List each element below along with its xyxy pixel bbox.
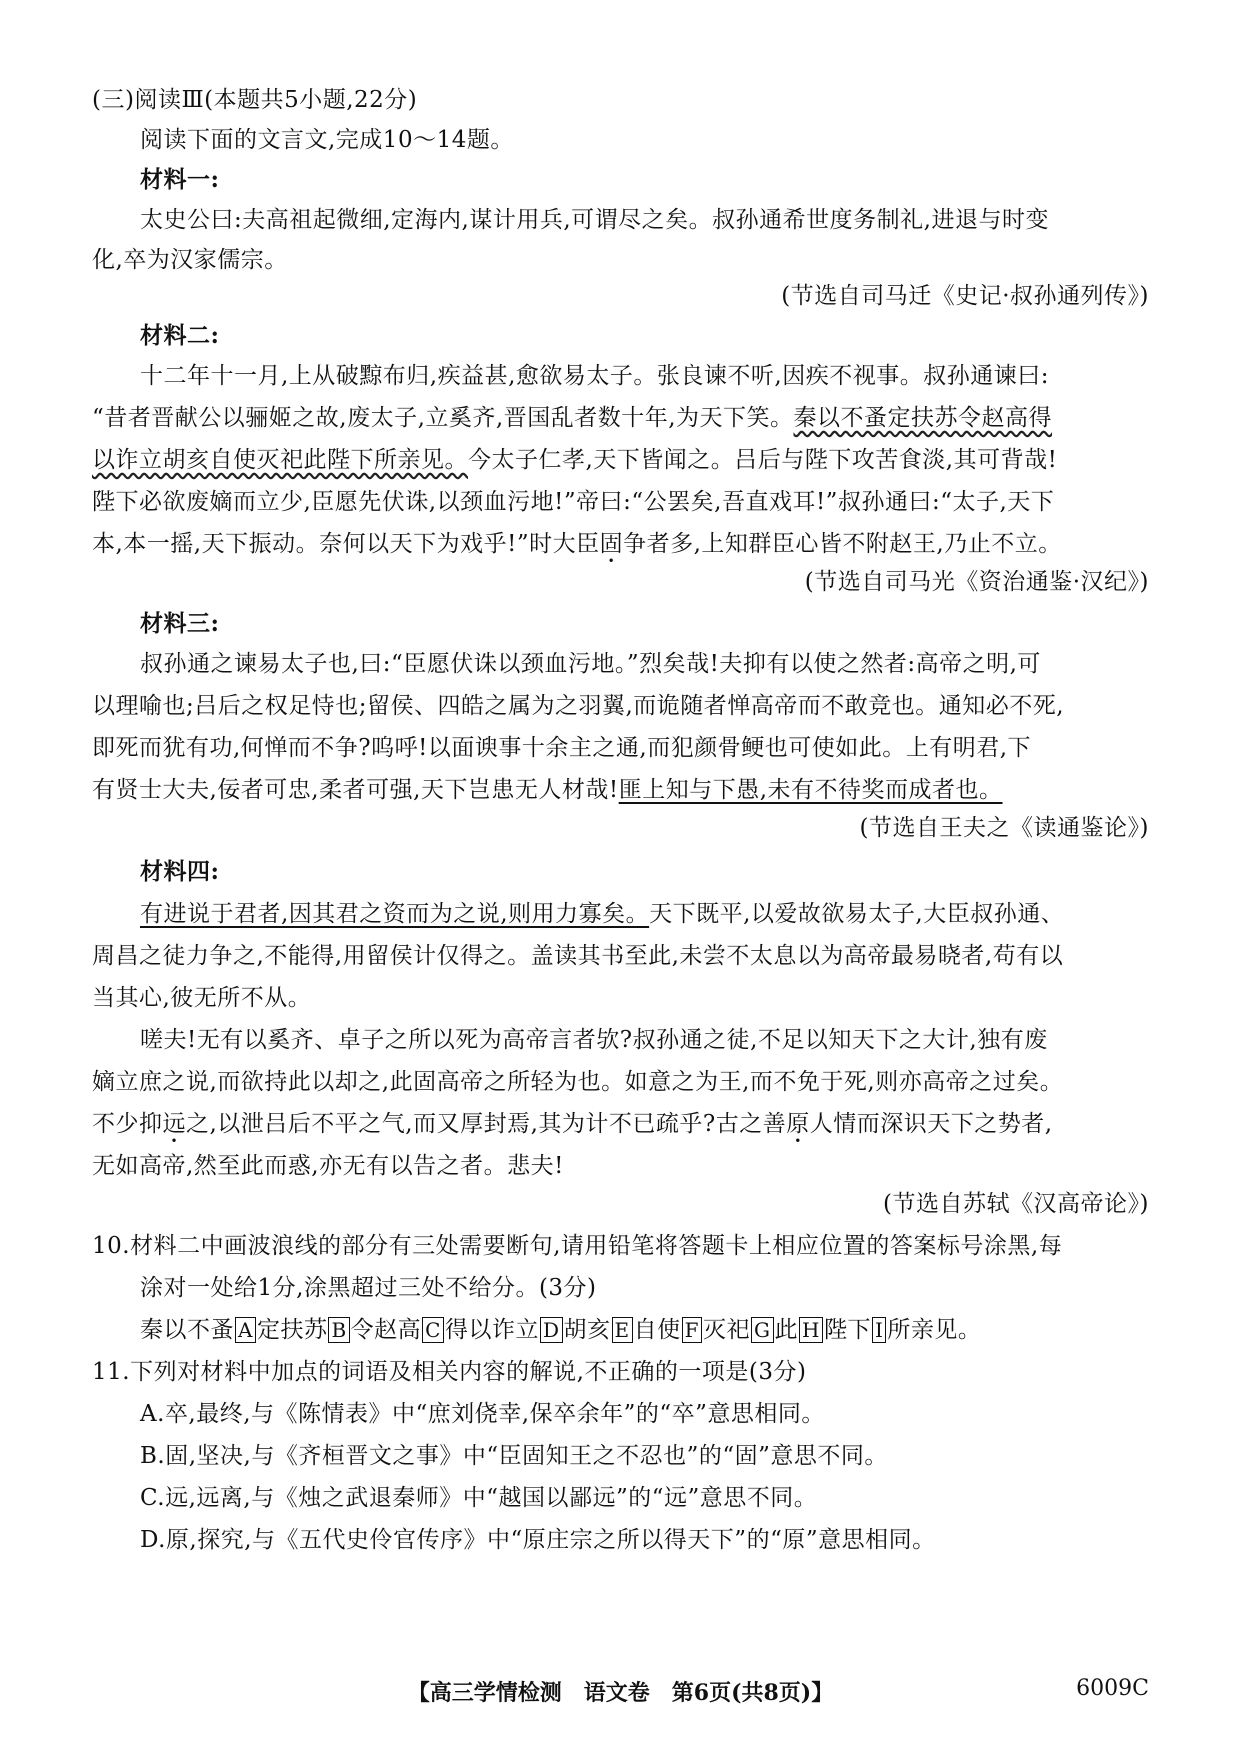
- material-4-text: 人情而深识天下之势者,: [809, 1111, 1053, 1137]
- material-3-line: 即死而犹有功,何惮而不争?呜呼!以面谀事十余主之通,而犯颜骨鲠也可使如此。上有明君,下: [92, 735, 1032, 761]
- option-c[interactable]: C.远,远离,与《烛之武退秦师》中“越国以鄙远”的“远”意思不同。: [140, 1485, 818, 1511]
- material-1-source: (节选自司马迁《史记·叔孙通列传》): [781, 283, 1149, 309]
- material-2-heading: 材料二:: [140, 322, 220, 349]
- dotted-word: 固: [599, 531, 624, 557]
- material-2-source: (节选自司马光《资治通鉴·汉纪》): [804, 569, 1149, 595]
- question-10-sentence: [140, 1314, 981, 1346]
- material-4-line: [92, 1108, 1053, 1140]
- material-3-line: [92, 774, 1003, 806]
- material-2-text: 争者多,上知群臣心皆不附赵王,乃止不立。: [623, 531, 1062, 557]
- material-4-line: 当其心,彼无所不从。: [92, 985, 312, 1011]
- answer-box-e[interactable]: E: [612, 1317, 633, 1343]
- question-10-stem: 10.材料二中画波浪线的部分有三处需要断句,请用铅笔将答题卡上相应位置的答案标号涂黑,每: [92, 1233, 1063, 1259]
- answer-box-g[interactable]: G: [751, 1317, 773, 1343]
- material-3-text: 有贤士大夫,佞者可忠,柔者可强,天下岂患无人材哉!: [92, 777, 619, 803]
- material-4-heading: 材料四:: [140, 858, 220, 885]
- material-4-line: 嫡立庶之说,而欲持此以却之,此固高帝之所轻为也。如意之为王,而不免于死,则亦高帝之过矣。: [92, 1069, 1064, 1095]
- material-2-line: [92, 444, 1057, 476]
- material-2-line: [92, 528, 1062, 560]
- question-10-stem: 涂对一处给1分,涂黑超过三处不给分。(3分): [140, 1275, 597, 1301]
- sentence-segment: 得以诈立: [444, 1317, 539, 1343]
- page-footer: 【高三学情检测 语文卷 第6页(共8页)】: [407, 1680, 834, 1706]
- sentence-segment: 灭祀: [703, 1317, 751, 1343]
- material-4-line: 周昌之徒力争之,不能得,用留侯计仅得之。盖读其书至此,未尝不太息以为高帝最易晓者,苟有以: [92, 943, 1064, 969]
- option-a[interactable]: A.卒,最终,与《陈情表》中“庶刘侥幸,保卒余年”的“卒”意思相同。: [140, 1401, 825, 1427]
- answer-box-c[interactable]: C: [422, 1317, 444, 1343]
- material-4-text: 不少抑: [92, 1111, 163, 1137]
- sentence-segment: 令赵高: [350, 1317, 422, 1343]
- material-4-line: 嗟夫!无有以奚齐、卓子之所以死为高帝言者欤?叔孙通之徒,不足以知天下之大计,独有废: [140, 1027, 1048, 1053]
- answer-box-i[interactable]: I: [872, 1317, 886, 1343]
- underlined-text: 匪上知与下愚,未有不待奖而成者也。: [618, 777, 1003, 803]
- underlined-text: 有进说于君者,因其君之资而为之说,则用力寡矣。: [140, 901, 650, 927]
- material-1-heading: 材料一:: [140, 166, 220, 193]
- dotted-word: 远: [162, 1111, 186, 1137]
- sentence-segment: 胡亥: [563, 1317, 611, 1343]
- material-4-line: 无如高帝,然至此而惑,亦无有以告之者。悲夫!: [92, 1153, 564, 1179]
- answer-box-d[interactable]: D: [540, 1317, 563, 1343]
- wavy-underlined-text: 以诈立胡亥自使灭祀此陛下所亲见。: [92, 447, 468, 473]
- material-2-line: [92, 402, 1052, 434]
- material-1-line: 化,卒为汉家儒宗。: [92, 247, 288, 273]
- option-b[interactable]: B.固,坚决,与《齐桓晋文之事》中“臣固知王之不忍也”的“固”意思不同。: [140, 1443, 888, 1469]
- exam-code: 6009C: [1076, 1676, 1149, 1701]
- material-4-line: [140, 898, 1064, 930]
- sentence-segment: 此: [774, 1317, 798, 1343]
- wavy-underlined-text: 秦以不蚤定扶苏令赵高得: [793, 405, 1053, 431]
- answer-box-f[interactable]: F: [682, 1317, 702, 1343]
- option-d[interactable]: D.原,探究,与《五代史伶官传序》中“原庄宗之所以得天下”的“原”意思相同。: [140, 1527, 936, 1553]
- material-2-line: 陛下必欲废嫡而立少,臣愿先伏诛,以颈血污地!”帝曰:“公罢矣,吾直戏耳!”叔孙通曰:“太子,天下: [92, 489, 1055, 515]
- material-2-text: “昔者晋献公以骊姬之故,废太子,立奚齐,晋国乱者数十年,为天下笑。: [92, 405, 794, 431]
- answer-box-a[interactable]: A: [235, 1317, 256, 1343]
- question-11-stem: 11.下列对材料中加点的词语及相关内容的解说,不正确的一项是(3分): [92, 1359, 807, 1385]
- material-3-source: (节选自王夫之《读通鉴论》): [859, 815, 1149, 841]
- dotted-word: 原: [786, 1111, 810, 1137]
- sentence-segment: 陛下: [823, 1317, 871, 1343]
- material-4-text: 天下既平,以爱故欲易太子,大臣叔孙通、: [649, 901, 1065, 927]
- sentence-segment: 自使: [633, 1317, 681, 1343]
- material-2-text: 今太子仁孝,天下皆闻之。吕后与陛下攻苦食淡,其可背哉!: [468, 447, 1058, 473]
- material-1-line: 太史公曰:夫高祖起微细,定海内,谋计用兵,可谓尽之矣。叔孙通希世度务制礼,进退与时变: [140, 207, 1049, 233]
- sentence-segment: 秦以不蚤: [140, 1317, 234, 1343]
- section-title: (三)阅读Ⅲ(本题共5小题,22分): [92, 87, 418, 113]
- material-3-line: 以理喻也;吕后之权足恃也;留侯、四皓之属为之羽翼,而诡随者惮高帝而不敢竞也。通知必不死,: [92, 693, 1065, 719]
- material-3-heading: 材料三:: [140, 610, 220, 637]
- sentence-segment: 定扶苏: [256, 1317, 328, 1343]
- answer-box-h[interactable]: H: [799, 1317, 823, 1343]
- material-2-text: 本,本一摇,天下振动。奈何以天下为戏乎!”时大臣: [92, 531, 600, 557]
- instruction: 阅读下面的文言文,完成10～14题。: [140, 127, 514, 153]
- material-4-source: (节选自苏轼《汉高帝论》): [883, 1191, 1149, 1217]
- material-2-line: 十二年十一月,上从破黥布归,疾益甚,愈欲易太子。张良谏不听,因疾不视事。叔孙通谏曰:: [140, 363, 1049, 389]
- answer-box-b[interactable]: B: [328, 1317, 349, 1343]
- sentence-segment: 所亲见。: [887, 1317, 982, 1343]
- material-4-text: 之,以泄吕后不平之气,而又厚封焉,其为计不已疏乎?古之善: [186, 1111, 787, 1137]
- material-3-line: 叔孙通之谏易太子也,曰:“臣愿伏诛以颈血污地。”烈矣哉!夫抑有以使之然者:高帝之明,可: [140, 651, 1041, 677]
